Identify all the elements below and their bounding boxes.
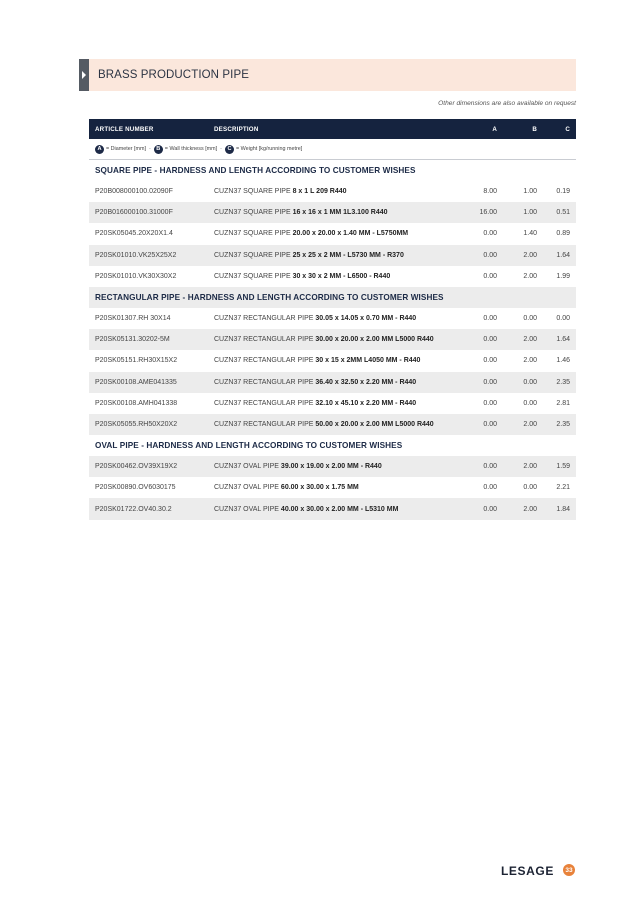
banner-tab: [79, 59, 89, 91]
description-dimensions: 30 x 15 x 2MM L4050 MM - R440: [315, 357, 421, 365]
table-row: [89, 414, 576, 435]
value-c: 2.21: [556, 484, 570, 492]
description-dimensions: 30.05 x 14.05 x 0.70 MM - R440: [315, 315, 417, 323]
column-header-article: ARTICLE NUMBER: [95, 125, 154, 133]
value-c: 0.00: [556, 315, 570, 323]
value-a: 0.00: [483, 272, 497, 280]
legend-c-text: = Weight [kg/running metre]: [235, 146, 303, 152]
table-row: [89, 477, 576, 498]
legend-separator: -: [220, 146, 222, 152]
value-b: 1.40: [523, 230, 537, 238]
table-row: [89, 456, 576, 477]
description-prefix: CUZN37 OVAL PIPE: [214, 505, 281, 513]
article-number: P20SK05151.RH30X15X2: [95, 357, 178, 365]
description: [208, 506, 457, 513]
table-row: [89, 202, 576, 223]
table-row: [89, 393, 576, 414]
page-number-badge: 33: [563, 864, 575, 876]
description: [208, 252, 457, 259]
description-prefix: CUZN37 SQUARE PIPE: [214, 209, 293, 217]
value-a: 0.00: [483, 357, 497, 365]
description-prefix: CUZN37 RECTANGULAR PIPE: [214, 336, 316, 344]
column-header-a: A: [492, 125, 497, 133]
value-a: 8.00: [483, 188, 497, 196]
description: [208, 357, 457, 364]
article-number: P20SK05045.20X20X1.4: [95, 230, 173, 238]
value-c: 2.35: [556, 420, 570, 428]
page-title: BRASS PRODUCTION PIPE: [98, 69, 249, 81]
legend-b-text: = Wall thickness [mm]: [164, 146, 218, 152]
description-dimensions: 50.00 x 20.00 x 2.00 MM L5000 R440: [315, 420, 434, 428]
description: [208, 484, 457, 491]
legend-a-badge: A: [95, 145, 104, 154]
column-legend: [89, 139, 576, 160]
description: [208, 273, 457, 280]
value-b: 2.00: [523, 463, 537, 471]
description-prefix: CUZN37 SQUARE PIPE: [214, 272, 293, 280]
description-dimensions: 8 x 1 L 209 R440: [292, 188, 347, 196]
description: [208, 209, 457, 216]
table-row: [89, 308, 576, 329]
value-a: 16.00: [479, 209, 497, 217]
value-b: 2.00: [523, 272, 537, 280]
description-prefix: CUZN37 RECTANGULAR PIPE: [214, 315, 316, 323]
description-dimensions: 25 x 25 x 2 MM - L5730 MM - R370: [292, 251, 404, 259]
value-c: 0.19: [556, 188, 570, 196]
value-b: 2.00: [523, 336, 537, 344]
legend-item-b: [154, 145, 217, 154]
table-row: [89, 372, 576, 393]
legend-item-c: [225, 145, 302, 154]
description-prefix: CUZN37 RECTANGULAR PIPE: [214, 420, 316, 428]
description-dimensions: 30 x 30 x 2 MM - L6500 - R440: [292, 272, 391, 280]
description: [208, 315, 457, 322]
article-number: P20SK00108.AME041335: [95, 378, 177, 386]
section-heading-oval-pipe: OVAL PIPE - HARDNESS AND LENGTH ACCORDING TO CUSTOMER WISHES: [95, 441, 403, 451]
legend-separator: -: [149, 146, 151, 152]
value-c: 1.64: [556, 251, 570, 259]
table-row: [89, 329, 576, 350]
section-banner: [79, 59, 576, 91]
article-number: P20B016000100.31000F: [95, 209, 173, 217]
article-number: P20B008000100.02090F: [95, 188, 173, 196]
description-prefix: CUZN37 SQUARE PIPE: [214, 251, 293, 259]
description: [208, 421, 457, 428]
legend-item-a: [95, 145, 146, 154]
article-number: P20SK01722.OV40.30.2: [95, 505, 172, 513]
value-b: 0.00: [523, 484, 537, 492]
value-b: 2.00: [523, 357, 537, 365]
description-prefix: CUZN37 RECTANGULAR PIPE: [214, 378, 316, 386]
value-c: 2.81: [556, 399, 570, 407]
article-number: P20SK00462.OV39X19X2: [95, 463, 178, 471]
value-a: 0.00: [483, 378, 497, 386]
description: [208, 463, 457, 470]
description-prefix: CUZN37 SQUARE PIPE: [214, 188, 293, 196]
value-c: 2.35: [556, 378, 570, 386]
description: [208, 188, 457, 195]
value-c: 1.64: [556, 336, 570, 344]
availability-note: Other dimensions are also available on request: [438, 100, 576, 107]
value-c: 1.99: [556, 272, 570, 280]
value-a: 0.00: [483, 484, 497, 492]
value-a: 0.00: [483, 463, 497, 471]
value-a: 0.00: [483, 336, 497, 344]
description-dimensions: 40.00 x 30.00 x 2.00 MM - L5310 MM: [280, 505, 399, 513]
table-row: [89, 245, 576, 266]
value-c: 1.46: [556, 357, 570, 365]
table-row: [89, 181, 576, 202]
description: [208, 400, 457, 407]
description-dimensions: 60.00 x 30.00 x 1.75 MM: [280, 484, 359, 492]
description-prefix: CUZN37 OVAL PIPE: [214, 484, 281, 492]
section-heading-rectangular-pipe: RECTANGULAR PIPE - HARDNESS AND LENGTH ACCORDING TO CUSTOMER WISHES: [89, 287, 576, 308]
table-row: [89, 266, 576, 287]
value-b: 2.00: [523, 420, 537, 428]
table-row: [89, 350, 576, 371]
chevron-right-icon: [81, 71, 87, 79]
article-number: P20SK05055.RH50X20X2: [95, 420, 178, 428]
article-number: P20SK00890.OV6030175: [95, 484, 176, 492]
article-number: P20SK05131.30202-5M: [95, 336, 170, 344]
value-b: 0.00: [523, 315, 537, 323]
description-dimensions: 39.00 x 19.00 x 2.00 MM - R440: [280, 463, 382, 471]
table-row: [89, 223, 576, 244]
description: [208, 336, 457, 343]
article-number: P20SK01010.VK25X25X2: [95, 251, 177, 259]
description-dimensions: 20.00 x 20.00 x 1.40 MM - L5750MM: [292, 230, 409, 238]
description-dimensions: 36.40 x 32.50 x 2.20 MM - R440: [315, 378, 417, 386]
value-b: 1.00: [523, 188, 537, 196]
value-a: 0.00: [483, 251, 497, 259]
description-prefix: CUZN37 RECTANGULAR PIPE: [214, 399, 316, 407]
description: [208, 379, 457, 386]
value-b: 0.00: [523, 378, 537, 386]
legend-c-badge: C: [225, 145, 234, 154]
value-b: 1.00: [523, 209, 537, 217]
table-row: [89, 498, 576, 519]
value-c: 1.84: [556, 505, 570, 513]
description: [208, 230, 457, 237]
description-dimensions: 32.10 x 45.10 x 2.20 MM - R440: [315, 399, 417, 407]
value-a: 0.00: [483, 230, 497, 238]
legend-a-text: = Diameter [mm]: [106, 146, 146, 152]
value-b: 0.00: [523, 399, 537, 407]
article-number: P20SK01010.VK30X30X2: [95, 272, 177, 280]
product-table: [89, 119, 576, 520]
value-a: 0.00: [483, 315, 497, 323]
value-a: 0.00: [483, 399, 497, 407]
table-header: [89, 119, 576, 139]
description-dimensions: 16 x 16 x 1 MM 1L3.100 R440: [292, 209, 388, 217]
section-heading-square-pipe: SQUARE PIPE - HARDNESS AND LENGTH ACCORDING TO CUSTOMER WISHES: [95, 166, 416, 175]
column-header-c: C: [565, 125, 570, 133]
value-c: 1.59: [556, 463, 570, 471]
value-c: 0.51: [556, 209, 570, 217]
description-prefix: CUZN37 RECTANGULAR PIPE: [214, 357, 316, 365]
value-b: 2.00: [523, 505, 537, 513]
column-header-description: DESCRIPTION: [214, 125, 259, 133]
description-prefix: CUZN37 OVAL PIPE: [214, 463, 281, 471]
column-header-b: B: [532, 125, 537, 133]
description-dimensions: 30.00 x 20.00 x 2.00 MM L5000 R440: [315, 336, 434, 344]
brand-logo: LESAGE: [501, 864, 554, 878]
legend-b-badge: B: [154, 145, 163, 154]
value-a: 0.00: [483, 505, 497, 513]
article-number: P20SK00108.AMH041338: [95, 399, 178, 407]
article-number: P20SK01307.RH 30X14: [95, 315, 171, 323]
value-b: 2.00: [523, 251, 537, 259]
description-prefix: CUZN37 SQUARE PIPE: [214, 230, 293, 238]
value-c: 0.89: [556, 230, 570, 238]
value-a: 0.00: [483, 420, 497, 428]
